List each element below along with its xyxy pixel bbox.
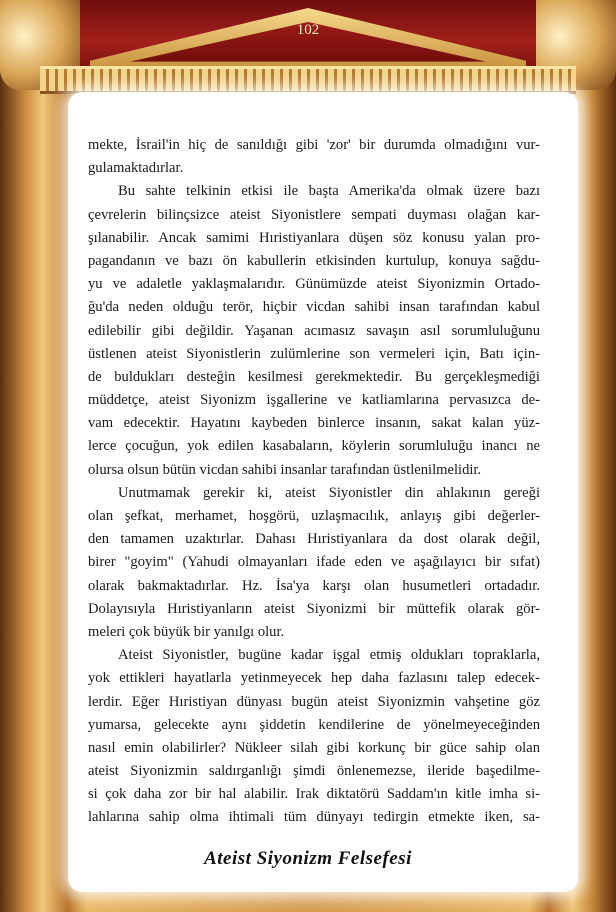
text-line: yok ettikleri hayatlarla yetinmeyecek hep daha fazlasını talep edecek- — [88, 670, 540, 687]
text-line: olarak bakmaktadırlar. Hz. İsa'ya karşı olan husumetleri ortadadır. — [88, 577, 540, 594]
text-line: den tamamen uzaktırlar. Dahası Hıristiyanlara da dost olarak değil, — [88, 531, 540, 548]
text-line: Bu sahte telkinin etkisi ile başta Amerika'da olmak üzere bazı — [118, 183, 540, 200]
text-line: olursa olsun bütün vicdan sahibi insanlar tarafından üstlenilmelidir. — [88, 461, 482, 478]
text-line: meleri çok büyük bir yanılgı olur. — [88, 623, 285, 640]
text-line: nasıl emin olabilirler? Nükleer silah gibi korkunç bir güce sahip olan — [88, 739, 540, 756]
body-text — [88, 134, 540, 830]
text-line: lerce çocuğun, yok edilen kasabaların, köylerin sorumluluğu inancı ne — [88, 438, 540, 455]
text-line: Dolayısıyla Hıristiyanların ateist Siyonizmi bir müttefik olarak gör- — [88, 600, 540, 617]
text-line: mekte, İsrail'in hiç de sanıldığı gibi 'zor' bir durumda olmadığını vur- — [88, 137, 540, 153]
text-line: müddetçe, ateist Siyonizm işgallerine ve katliamlarına pervasızca de- — [88, 392, 540, 409]
text-line: vam edecektir. Hayatını kaybeden binlerce insanın, sakat kalan yüz- — [88, 415, 540, 432]
text-line: yumarsa, gelecekte aynı şiddetin kendilerine de yönelmeyeceğinden — [88, 716, 540, 733]
text-line: şılanabilir. Ancak samimi Hıristiyanlara düşen söz konusu yalan pro- — [88, 229, 540, 246]
text-line: lahlarına sahip olma ihtimali tüm dünyayı tedirgin etmekte iken, sa- — [88, 809, 540, 826]
text-line: Ateist Siyonistler, bugüne kadar işgal etmiş oldukları topraklarla, — [118, 647, 540, 664]
text-line: gulamaktadırlar. — [88, 160, 184, 177]
text-line: çevrelerin bilinçsizce ateist Siyonistlere sempati duyması olağan kar- — [88, 206, 540, 223]
text-line: edilebilir gibi değildir. Yaşanan acımasız savaşın asıl sorumluluğunu — [88, 322, 540, 339]
text-line: si çok daha zor bir hal alabilir. Irak diktatörü Saddam'ın kitle imha si- — [88, 786, 540, 803]
text-line: ateist Siyonizmin saldırganlığı şimdi önlenemezse, ileride başedilme- — [88, 763, 540, 780]
text-line: de buldukları desteğin kesilmesi gerekmektedir. Bu gerçekleşmediği — [88, 368, 540, 385]
text-line: yu ve adaletle yaklaşmalarıdır. Günümüzde ateist Siyonizmin Ortado- — [88, 276, 540, 293]
text-line: Unutmamak gerekir ki, ateist Siyonistler din ahlakının gereği — [118, 484, 540, 501]
text-line: üstlenen ateist Siyonistlerin zulümlerine son vermeleri için, Batı için- — [88, 345, 540, 362]
cornice — [40, 66, 576, 94]
text-line: pagandanın ve bazı ön kabullerin etkisinden kurtulup, konuya sağdu- — [88, 252, 540, 269]
text-line: birer "goyim" (Yahudi olmayanları ifade eden ve aşağılayıcı bir sıfat) — [88, 554, 540, 571]
page-number: 102 — [296, 22, 320, 38]
footer-book-title: Ateist Siyonizm Felsefesi — [204, 848, 412, 869]
text-line: ğu'da neden olduğu terör, hiçbir vicdan sahibi insan tarafından kabul — [88, 299, 540, 316]
text-line: lerdir. Eğer Hıristiyan dünyası bugün ateist Siyonizmin vahşetine göz — [88, 693, 540, 710]
text-line: olan şefkat, merhamet, hoşgörü, uzlaşmacılık, anlayış gibi değerler- — [88, 508, 540, 524]
